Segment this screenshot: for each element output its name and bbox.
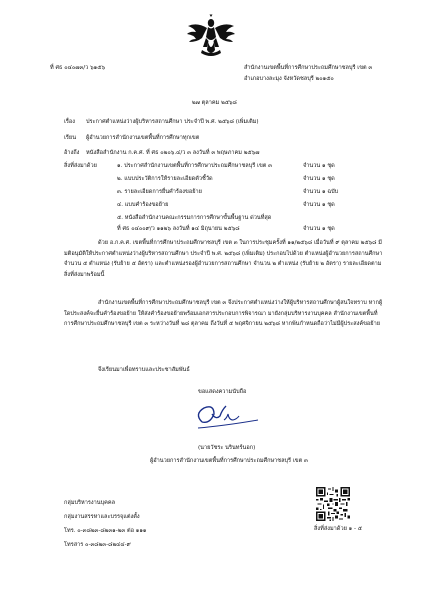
document-date: ๒๗ ตุลาคม ๒๕๖๘: [192, 100, 237, 106]
attachment-text: ๓. รายละเอียดการยื่นคำร้องขอย้าย: [117, 189, 202, 195]
attachment-text: ๕. หนังสือสำนักงานคณะกรรมการการศึกษาขั้นพื้นฐาน ด่วนที่สุด: [117, 215, 272, 221]
attachment-text: ที่ ศธ ๐๔๐๐๙/ว ๑๑๒๖ ลงวันที่ ๑๔ มิถุนายน ๒๕๖๘: [117, 226, 240, 232]
doc-number: ที่ ศธ ๐๔๐๗๓/ว ๖๑๕๖: [50, 65, 105, 71]
attachment-qty: จำนวน ๑ ชุด: [303, 202, 335, 208]
subject-text: ประกาศตำแหน่งว่างผู้บริหารสถานศึกษา ประจำปี พ.ศ. ๒๕๖๘ (เพิ่มเติม): [86, 119, 259, 125]
attachment-item: [117, 163, 377, 172]
attachment-item: [117, 215, 377, 224]
attachment-text: ๔. แบบคำร้องขอย้าย: [117, 202, 169, 208]
reference-label: อ้างถึง: [64, 150, 80, 156]
footer-fax: โทรสาร ๐-๓๘๒๓-๘๒๔๔-๙: [64, 542, 131, 548]
attachments-label: สิ่งที่ส่งมาด้วย: [64, 163, 97, 169]
footer-department: กลุ่มบริหารงานบุคคล: [64, 500, 116, 506]
qr-caption: สิ่งที่ส่งมาด้วย ๑ - ๕: [314, 526, 362, 532]
footer-sub-department: กลุ่มงานสรรหาและบรรจุแต่งตั้ง: [64, 514, 140, 520]
recipient-label: เรียน: [64, 135, 77, 141]
salutation: ขอแสดงความนับถือ: [198, 389, 247, 395]
signer-position: ผู้อำนวยการสำนักงานเขตพื้นที่การศึกษาประถมศึกษาชลบุรี เขต ๓: [150, 458, 308, 464]
attachment-text: ๑. ประกาศสำนักงานเขตพื้นที่การศึกษาประถมศึกษาชลบุรี เขต ๓: [117, 163, 272, 169]
qr-code[interactable]: [316, 487, 350, 521]
signer-name: (นายวัชระ นรินทร์นอก): [198, 445, 256, 451]
attachment-qty: จำนวน ๑ ชุด: [303, 163, 335, 169]
garuda-emblem: [186, 14, 236, 60]
reference-text: หนังสือสำนักงาน ก.ค.ศ. ที่ ศธ ๐๒๐๖.๔/ว ๓ ลงวันที่ ๓ พฤษภาคม ๒๕๖๗: [86, 150, 260, 156]
closing-line: จึงเรียนมาเพื่อทราบและประชาสัมพันธ์: [98, 367, 190, 373]
attachment-qty: จำนวน ๑ ฉบับ: [303, 189, 339, 195]
footer-phone: โทร. ๐-๓๘๒๓-๘๒๓๑-๒๓ ต่อ ๑๑๑: [64, 528, 147, 534]
body-paragraph-2: สำนักงานเขตพื้นที่การศึกษาประถมศึกษาชลบุรี เขต ๓ จึงประกาศตำแหน่งว่างให้ผู้บริหารสถานศึกษาผู้สนใจทราบ หากผู้ใดประสงค์จะยื่นคำร้องขอย้าย ให้ส่งคำร้องขอย้ายพร้อมเอกสารประกอบการพิจารณา มายังกลุ่มบริหารงานบุคคล สำนักงานเขตพื้นที่การศึกษาประถมศึกษาชลบุรี เขต ๓ ระหว่างวันที่ ๒๘ ตุลาคม ถึงวันที่ ๕ พฤศจิกายน ๒๕๖๘ หากพ้นกำหนดถือว่าไม่มีผู้ประสงค์ขอย้าย: [64, 300, 383, 328]
office-name: สำนักงานเขตพื้นที่การศึกษาประถมศึกษาชลบุรี เขต ๓: [244, 65, 373, 71]
subject-label: เรื่อง: [64, 119, 76, 125]
attachment-item: [117, 202, 377, 211]
handwritten-signature: [188, 400, 268, 434]
attachment-item: [117, 226, 377, 235]
recipient-text: ผู้อำนวยการสำนักงานเขตพื้นที่การศึกษาทุกเขต: [86, 135, 200, 141]
body-paragraph-1: ด้วย อ.ก.ค.ศ. เขตพื้นที่การศึกษาประถมศึกษาชลบุรี เขต ๓ ในการประชุมครั้งที่ ๑๑/๒๕๖๘ เมื่อวันที่ ๙ ตุลาคม ๒๕๖๘ มีมติอนุมัติให้ประกาศตำแหน่งว่างผู้บริหารสถานศึกษา ประจำปี พ.ศ. ๒๕๖๘ (เพิ่มเติม) ประกอบไปด้วย ตำแหน่งผู้อำนวยการสถานศึกษา จำนวน ๕ ตำแหน่ง (รับย้าย ๕ อัตรา) และตำแหน่งรองผู้อำนวยการสถานศึกษา จำนวน ๒ ตำแหน่ง (รับย้าย ๒ อัตรา) รายละเอียดตามสิ่งที่ส่งมาพร้อมนี้: [64, 240, 383, 278]
office-address: อำเภอบางละมุง จังหวัดชลบุรี ๒๐๑๕๐: [244, 76, 334, 82]
attachment-qty: จำนวน ๑ ชุด: [303, 176, 335, 182]
attachment-item: [117, 176, 377, 185]
attachment-text: ๒. แบบประวัติการให้รายละเอียดตัวชี้วัด: [117, 176, 213, 182]
attachment-item: [117, 189, 377, 198]
attachment-qty: จำนวน ๑ ชุด: [303, 226, 335, 232]
